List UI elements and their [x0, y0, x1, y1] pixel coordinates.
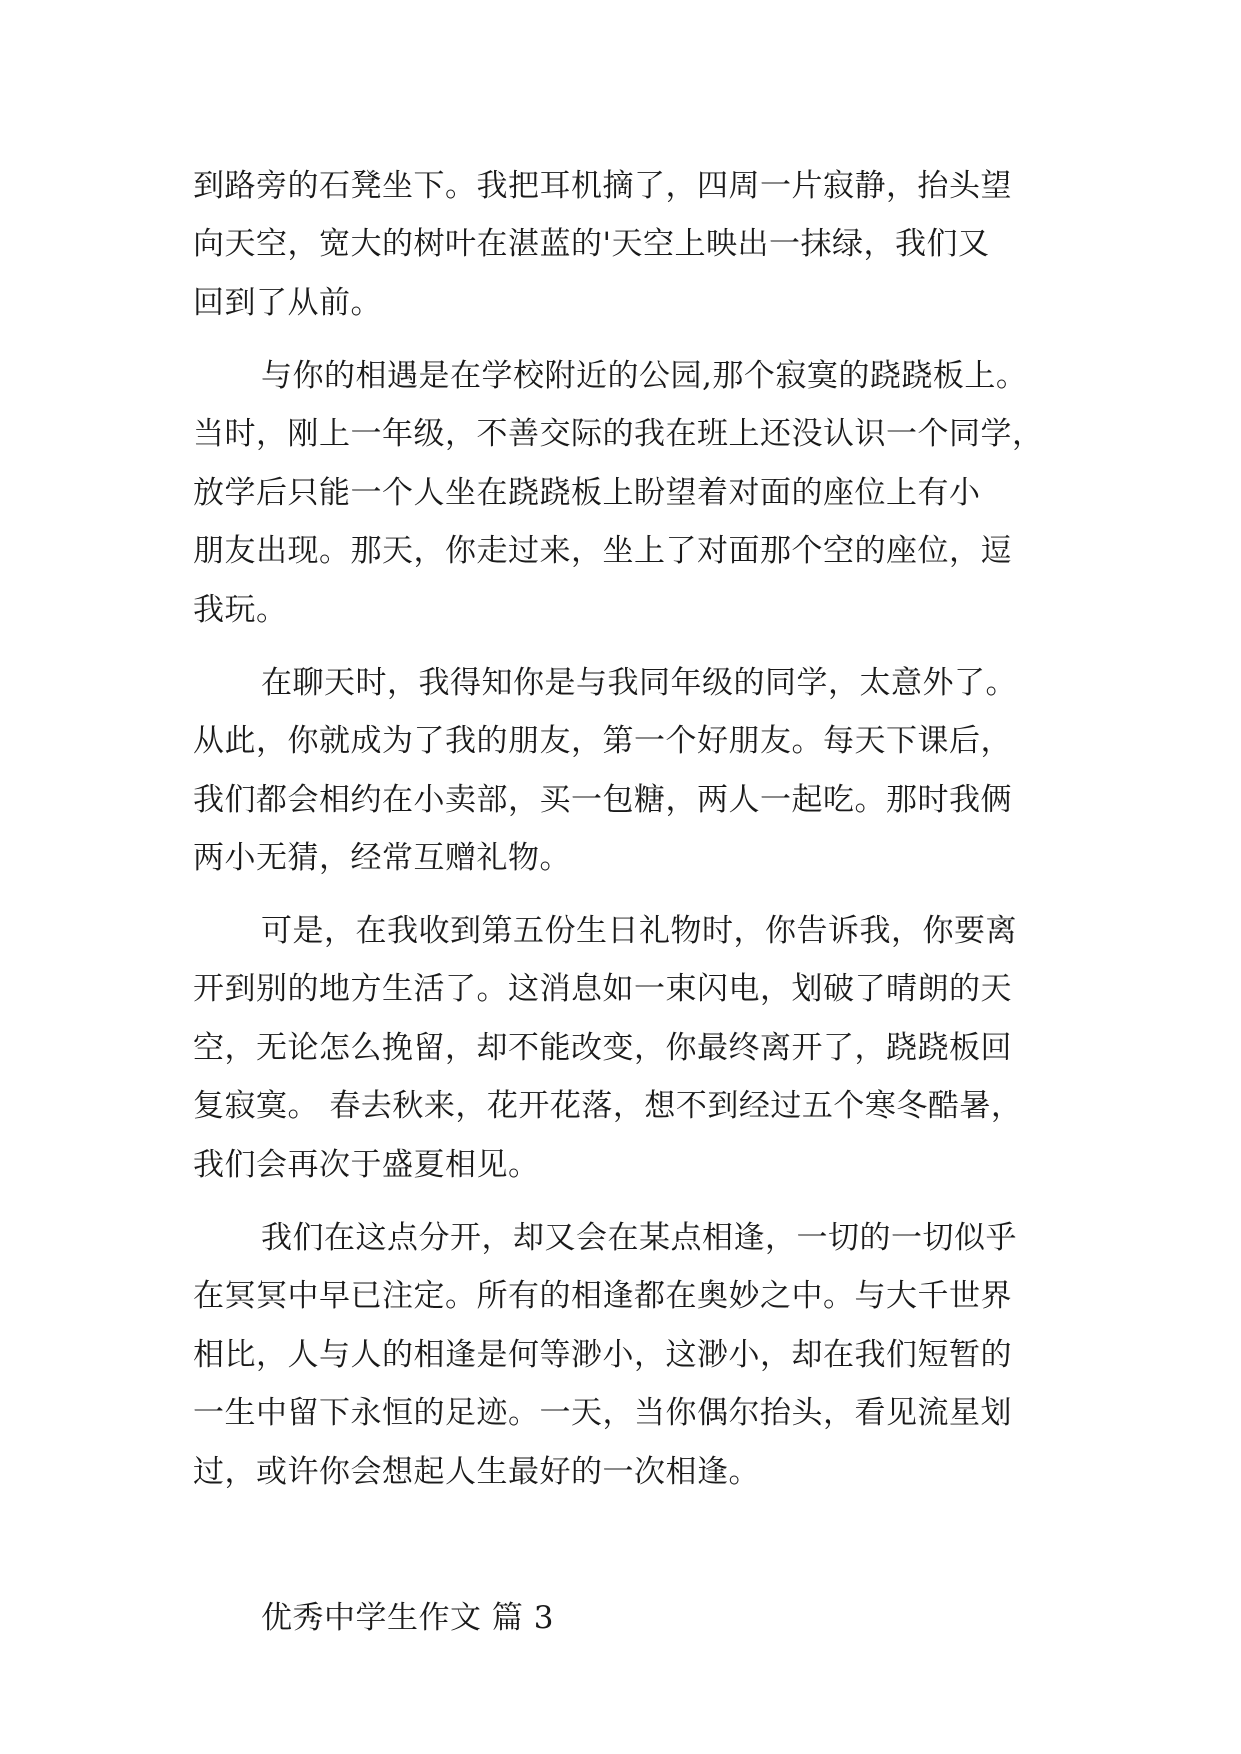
- text-line: 向天空，宽大的树叶在湛蓝的'天空上映出一抹绿，我们又: [193, 226, 990, 262]
- text-line: 回到了从前。: [193, 285, 382, 321]
- text-line: 开到别的地方生活了。这消息如一束闪电，划破了晴朗的天: [193, 971, 1012, 1007]
- text-line: 在冥冥中早已注定。所有的相逢都在奥妙之中。与大千世界: [193, 1278, 1012, 1314]
- text-line: 过，或许你会想起人生最好的一次相逢。: [193, 1454, 760, 1490]
- text-line: 两小无猜，经常互赠礼物。: [193, 840, 571, 876]
- text-line: 一生中留下永恒的足迹。一天，当你偶尔抬头，看见流星划: [193, 1395, 1012, 1431]
- text-line: 空，无论怎么挽留，却不能改变，你最终离开了，跷跷板回: [193, 1030, 1012, 1066]
- text-line: 到路旁的石凳坐下。我把耳机摘了，四周一片寂静，抬头望: [193, 168, 1012, 204]
- text-line: 放学后只能一个人坐在跷跷板上盼望着对面的座位上有小: [193, 475, 981, 511]
- paragraph-first-line: 可是，在我收到第五份生日礼物时，你告诉我，你要离: [261, 913, 1017, 949]
- text-line: 当时，刚上一年级，不善交际的我在班上还没认识一个同学，: [193, 416, 1044, 452]
- text-line: 我们都会相约在小卖部，买一包糖，两人一起吃。那时我俩: [193, 782, 1012, 818]
- text-line: 我玩。: [193, 592, 288, 628]
- text-line: 相比，人与人的相逢是何等渺小，这渺小，却在我们短暂的: [193, 1337, 1012, 1373]
- text-line: 朋友出现。那天，你走过来，坐上了对面那个空的座位，逗: [193, 533, 1012, 569]
- section-heading: 优秀中学生作文 篇 3: [261, 1600, 554, 1636]
- paragraph-first-line: 在聊天时，我得知你是与我同年级的同学，太意外了。: [261, 665, 1017, 701]
- text-line: 我们会再次于盛夏相见。: [193, 1147, 540, 1183]
- text-line: 从此，你就成为了我的朋友，第一个好朋友。每天下课后，: [193, 723, 1012, 759]
- paragraph-first-line: 与你的相遇是在学校附近的公园,那个寂寞的跷跷板上。: [261, 358, 1028, 394]
- paragraph-first-line: 我们在这点分开，却又会在某点相逢，一切的一切似乎: [261, 1220, 1017, 1256]
- text-line: 复寂寞。 春去秋来，花开花落，想不到经过五个寒冬酷暑，: [193, 1088, 1023, 1124]
